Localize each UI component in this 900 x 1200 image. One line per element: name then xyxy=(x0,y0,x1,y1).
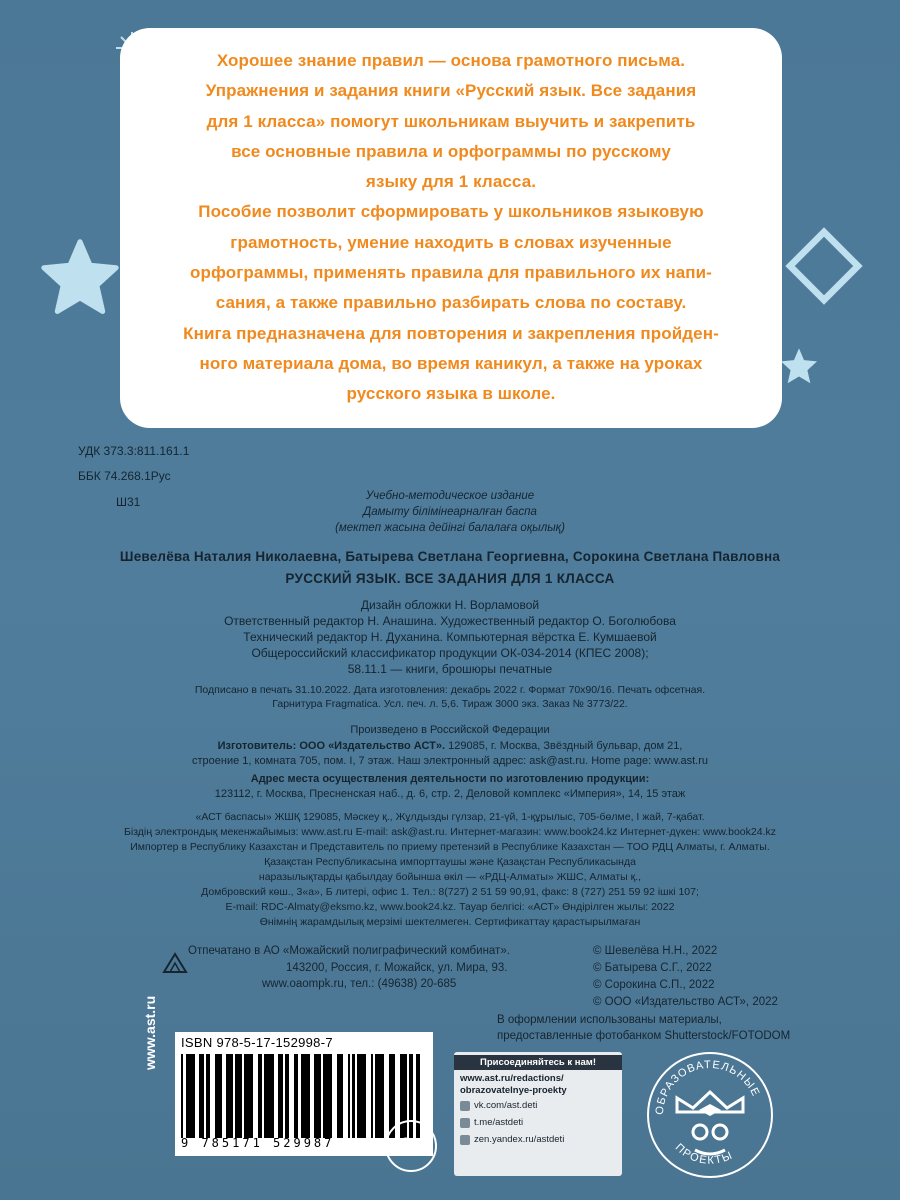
barcode-bar xyxy=(215,1054,222,1138)
description-line: для 1 класса» помогут школьникам выучить и закрепить xyxy=(206,111,696,131)
social-box xyxy=(454,1052,622,1176)
copyright-line: © Сорокина С.П., 2022 xyxy=(593,979,715,991)
barcode-bar xyxy=(244,1054,253,1138)
barcode-bar xyxy=(235,1054,242,1138)
barcode-bars xyxy=(181,1054,427,1138)
address-label: Адрес места осуществления деятельности по изготовлению продукции: xyxy=(250,773,650,785)
barcode-bar xyxy=(186,1054,195,1138)
kz-line: «АСТ баспасы» ЖШҚ 129085, Мәскеу қ., Жұлдызды гүлзар, 21-үй, 1-құрылыс, 705-бөлме, I жай, 7-қабат. xyxy=(195,811,705,823)
barcode-bar xyxy=(375,1054,384,1138)
kz-line: Домбровский көш., 3«а», Б литері, офис 1. Тел.: 8(727) 2 51 59 90,91, факс: 8 (727) 251 59 92 ішкі 107; xyxy=(201,886,699,898)
kz-line: наразылықтарды қабылдау бойынша өкіл — «РДЦ-Алматы» ЖШС, Алматы қ., xyxy=(258,871,642,883)
vk-icon xyxy=(460,1101,470,1111)
kz-line: Біздің электрондық мекенжайымыз: www.ast.ru E-mail: ask@ast.ru. Интернет-магазин: www.book24.kz Интернет-дүкен: www.book24.kz xyxy=(124,826,776,838)
social-link-text: t.me/astdeti xyxy=(474,1117,524,1128)
copyright-line: © ООО «Издательство АСТ», 2022 xyxy=(593,996,778,1008)
barcode-bar xyxy=(226,1054,233,1138)
social-link-telegram[interactable] xyxy=(460,1115,616,1130)
materials-note: В оформлении использованы материалы, xyxy=(497,1014,722,1026)
address-text: 123112, г. Москва, Пресненская наб., д. 6, стр. 2, Деловой комплекс «Империя», 14, 15 этаж xyxy=(214,788,686,800)
social-link-zen[interactable] xyxy=(460,1132,616,1147)
isbn-text: ISBN 978-5-17-152998-7 xyxy=(181,1035,333,1050)
description-line: русского языка в школе. xyxy=(346,384,556,404)
book-title: РУССКИЙ ЯЗЫК. ВСЕ ЗАДАНИЯ ДЛЯ 1 КЛАССА xyxy=(285,571,615,586)
educational-projects-seal-icon xyxy=(643,1048,777,1182)
description-line: грамотность, умение находить в словах изученные xyxy=(230,232,672,252)
zen-icon xyxy=(460,1135,470,1145)
printer-line: www.oaompk.ru, тел.: (49638) 20-685 xyxy=(262,978,457,990)
edition-type: Учебно-методическое издание xyxy=(365,490,535,502)
barcode-bar xyxy=(357,1054,366,1138)
barcode-digits: 9 785171 529987 xyxy=(181,1136,335,1150)
author-mark: Ш31 xyxy=(116,495,141,509)
description-line: Хорошее знание правил — основа грамотного письма. xyxy=(216,51,686,70)
authors: Шевелёва Наталия Николаевна, Батырева Светлана Георгиевна, Сорокина Светлана Павловна xyxy=(119,549,781,564)
credit-line: Дизайн обложки Н. Ворламовой xyxy=(360,598,540,612)
credit-line: Общероссийский классификатор продукции ОК-034-2014 (КПЕС 2008); xyxy=(251,646,649,660)
description-line: сания, а также правильно разбирать слова по составу. xyxy=(215,293,687,313)
social-url[interactable]: obrazovatelnye-proekty xyxy=(460,1084,567,1096)
barcode-bar xyxy=(337,1054,344,1138)
publisher-logo-icon xyxy=(162,950,188,976)
description-line: Упражнения и задания книги «Русский язык. Все задания xyxy=(205,81,697,101)
social-link-vk[interactable] xyxy=(460,1098,616,1113)
social-box-title: Присоединяйтесь к нам! xyxy=(454,1055,622,1070)
telegram-icon xyxy=(460,1118,470,1128)
kz-line: Қазақстан Республикасына импорттаушы және Қазақстан Республикасында xyxy=(264,856,636,868)
copyright-line: © Шевелёва Н.Н., 2022 xyxy=(593,945,718,957)
kz-line: Импортер в Республику Казахстан и Представитель по приему претензий в Республике Казахстан — ТОО РДЦ Алматы, г. Алматы. xyxy=(130,841,770,853)
bbk-code: ББК 74.268.1Рус xyxy=(78,469,171,483)
description-line: орфограммы, применять правила для правильного их напи- xyxy=(190,263,712,283)
credit-line: Технический редактор Н. Духанина. Компьютерная вёрстка Е. Кумшаевой xyxy=(243,630,657,644)
description-line: все основные правила и орфограммы по русскому xyxy=(231,141,671,161)
social-url[interactable]: www.ast.ru/redactions/ xyxy=(460,1073,564,1084)
manufacturer-line xyxy=(0,739,900,754)
credit-line: 58.11.1 — книги, брошюры печатные xyxy=(347,662,553,676)
description-line: Книга предназначена для повторения и закрепления пройден- xyxy=(183,323,719,343)
edition-type: (мектеп жасына дейінгі балалаға оқылық) xyxy=(335,522,565,534)
site-vertical: www.ast.ru xyxy=(142,995,158,1070)
copyright-line: © Батырева С.Г., 2022 xyxy=(593,962,712,974)
produced-in: Произведено в Российской Федерации xyxy=(350,724,550,736)
age-rating-badge: 6+ xyxy=(385,1120,437,1172)
materials-note: предоставленные фотобанком Shutterstock/FOTODOM xyxy=(497,1030,791,1042)
credit-line: Ответственный редактор Н. Анашина. Художественный редактор О. Боголюбова xyxy=(224,614,676,628)
udk-code: УДК 373.3:811.161.1 xyxy=(78,444,190,458)
kz-line: Өнімнің жарамдылық мерзімі шектелмеген. Сертификаттау қарастырылмаған xyxy=(259,916,641,928)
description-line: Пособие позволит сформировать у школьников языковую xyxy=(198,202,704,222)
manufacturer-text: 129085, г. Москва, Звёздный бульвар, дом 21, xyxy=(448,740,683,752)
print-line: Подписано в печать 31.10.2022. Дата изготовления: декабрь 2022 г. Формат 70х90/16. Печать офсетная. xyxy=(194,684,706,696)
seal-text-top: ОБРАЗОВАТЕЛЬНЫЕ xyxy=(653,1058,762,1116)
barcode-bar xyxy=(301,1054,310,1138)
description-line: ного материала дома, во время каникул, а также на уроках xyxy=(199,353,703,373)
kz-line: E-mail: RDC-Almaty@eksmo.kz, www.book24.kz. Тауар белгісі: «АСТ» Өндірілген жылы: 2022 xyxy=(225,901,675,913)
print-line: Гарнитура Fragmatica. Усл. печ. л. 5,6. Тираж 3000 экз. Заказ № 3773/22. xyxy=(272,698,628,710)
manufacturer-label: Изготовитель: ООО «Издательство АСТ». xyxy=(217,740,446,752)
barcode-bar xyxy=(314,1054,321,1138)
seal-text-bottom: ПРОЕКТЫ xyxy=(672,1141,736,1167)
printer-line: Отпечатано в АО «Можайский полиграфический комбинат». xyxy=(188,945,510,957)
edition-type: Дамыту білімінеарналған баспа xyxy=(363,506,537,518)
printer-line: 143200, Россия, г. Можайск, ул. Мира, 93. xyxy=(286,962,508,974)
barcode-bar xyxy=(323,1054,332,1138)
barcode-bar xyxy=(264,1054,273,1138)
description-line: языку для 1 класса. xyxy=(365,172,537,192)
manufacturer-line: строение 1, комната 705, пом. I, 7 этаж. Наш электронный адрес: ask@ast.ru. Home page: www.ast.ru xyxy=(192,755,708,767)
social-link-text: vk.com/ast.deti xyxy=(474,1100,538,1111)
social-link-text: zen.yandex.ru/astdeti xyxy=(474,1134,565,1145)
